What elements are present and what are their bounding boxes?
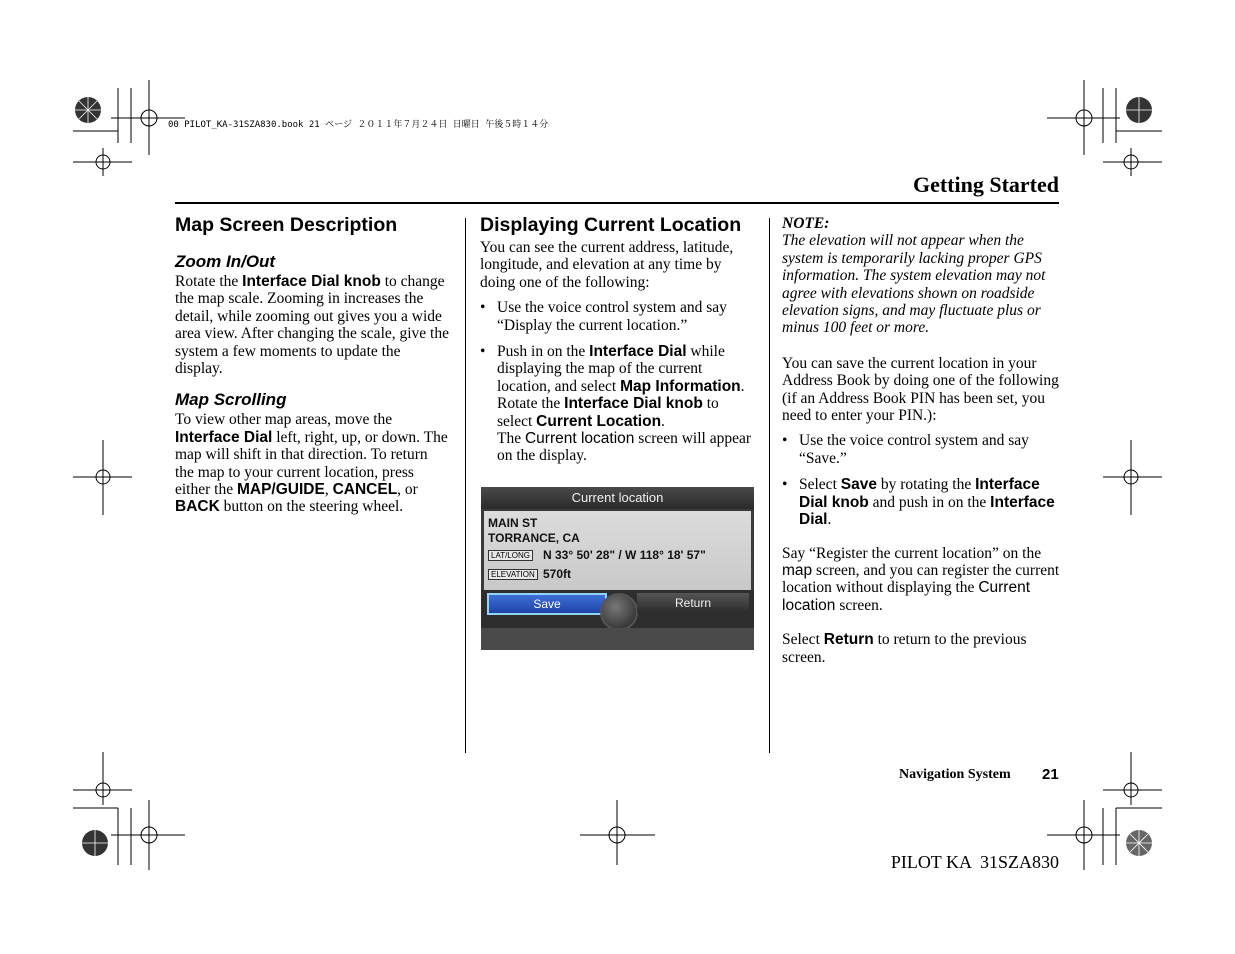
screen-controls: [481, 590, 754, 650]
bullet-list: [782, 432, 1062, 528]
column-1: [175, 214, 450, 516]
footer-section: Navigation System: [899, 767, 1011, 782]
text: while displaying the map of the current location, and select: [497, 343, 725, 395]
bold-term: BACK: [175, 498, 220, 516]
note-text: The elevation will not appear when the system is temporarily lacking proper GPS information. The system elevation may not agree with elevations shown on roadside elevation signs, and may fluctuate plus or minus 100 feet or more.: [782, 232, 1046, 337]
text: to select: [497, 395, 719, 430]
text: left, right, up, or down. The map will shift in that direction. To return the map to your current location, press either the: [175, 428, 448, 499]
text: screen, and you can register the current location without displaying the: [782, 561, 1060, 597]
bold-term: Interface Dial: [799, 493, 1055, 529]
column-divider: [465, 218, 466, 753]
bold-term: CANCEL: [332, 481, 398, 499]
section-title: Displaying Current Location: [480, 214, 742, 236]
note-label: NOTE:: [782, 215, 830, 232]
text: Rotate the: [175, 273, 243, 290]
screen-name: map: [782, 561, 813, 579]
text: The: [497, 430, 525, 448]
text: to change the map scale. Zooming in increases the detail, while zooming out gives you a wide area view. After changing the scale, give the system a few moments to update the display.: [175, 273, 449, 378]
column-divider: [769, 218, 770, 753]
street-line: MAIN ST: [488, 516, 538, 530]
text: Say “Register the current location” on the: [782, 544, 1042, 562]
bullet-item: [782, 476, 1062, 528]
bullet-list: [480, 299, 752, 465]
text: button on the steering wheel.: [219, 498, 404, 516]
bold-term: Interface Dial: [589, 343, 687, 361]
screen-name: Current location: [782, 579, 1030, 614]
text: by rotating the: [876, 476, 976, 494]
screen-base: [481, 628, 754, 650]
intro-paragraph: You can see the current address, latitude, longitude, and elevation at any time by doing one of the following:: [480, 239, 734, 291]
page-title: Getting Started: [912, 172, 1059, 197]
column-2: [480, 214, 752, 474]
bullet-item: • Use the voice control system and say “Display the current location.”: [480, 299, 752, 334]
bullet-item: [480, 343, 752, 465]
bullet-item: • Use the voice control system and say “Save.”: [782, 432, 1062, 467]
column-3: [782, 215, 1062, 666]
text: ,: [324, 481, 329, 499]
bold-term: Interface Dial knob: [799, 476, 1040, 511]
bold-term: Save: [840, 476, 877, 494]
save-paragraph: You can save the current location in your Address Book by doing one of the following (if an Address Book PIN has been set, you need to enter your PIN.):: [782, 354, 1059, 425]
zoom-paragraph: [175, 273, 450, 377]
return-paragraph: [782, 631, 1062, 666]
screen-title: Current location: [481, 487, 754, 509]
text: to return to the previous screen.: [782, 631, 1027, 666]
register-paragraph: [782, 545, 1062, 615]
elevation-tag: ELEVATION: [488, 569, 538, 580]
screen-name: Current location: [524, 430, 635, 448]
bold-term: Return: [823, 631, 874, 649]
scroll-paragraph: [175, 411, 450, 515]
bold-term: Interface Dial: [175, 428, 273, 446]
subheading-scroll: Map Scrolling: [175, 390, 287, 410]
text: .: [827, 511, 832, 529]
screen-info-panel: [484, 511, 751, 592]
text: , or: [397, 481, 418, 499]
text: screen.: [835, 596, 883, 614]
print-header: 00 PILOT_KA-31SZA830.book 21 ページ ２０１１年７月２４日 日曜日 午後５時１４分: [168, 120, 549, 130]
save-button[interactable]: Save: [487, 593, 607, 615]
bold-term: Interface Dial knob: [242, 273, 381, 290]
section-title: Map Screen Description: [175, 214, 398, 236]
text: screen will appear on the display.: [497, 430, 752, 465]
latlong-value: N 33° 50' 28" / W 118° 18' 57": [543, 548, 706, 562]
latlong-tag: LAT/LONG: [488, 550, 533, 561]
return-button[interactable]: Return: [637, 593, 749, 613]
text: . Rotate the: [497, 377, 745, 413]
text: .: [661, 412, 665, 430]
page-number: 21: [1042, 766, 1059, 783]
text: Select: [782, 631, 824, 649]
current-location-screen: [481, 487, 754, 650]
header-rule: [175, 202, 1059, 204]
elevation-value: 570ft: [543, 567, 572, 581]
bold-term: MAP/GUIDE: [236, 481, 325, 499]
text: and push in on the: [868, 493, 991, 511]
bold-term: Interface Dial knob: [564, 395, 703, 413]
subheading-zoom: Zoom In/Out: [175, 252, 276, 271]
bold-term: Current Location: [536, 412, 662, 430]
interface-dial-icon: [600, 593, 638, 631]
text: Push in on the: [497, 343, 590, 361]
bold-term: Map Information: [620, 377, 741, 395]
document-code: PILOT KA 31SZA830: [890, 852, 1059, 872]
city-line: TORRANCE, CA: [488, 531, 580, 545]
text: Select: [799, 476, 841, 494]
text: To view other map areas, move the: [175, 411, 393, 429]
